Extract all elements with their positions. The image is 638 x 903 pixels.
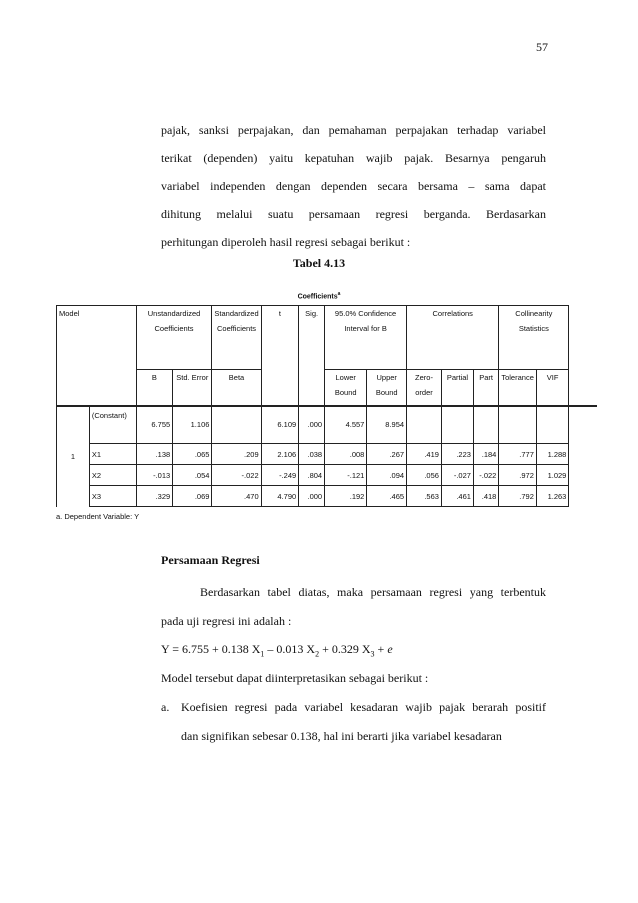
row-name: X2 [89, 465, 136, 486]
cell-t: -.249 [261, 465, 299, 486]
table-row [57, 486, 598, 507]
cell-tolerance [499, 406, 537, 444]
equation-subscript: 3 [370, 649, 375, 659]
cell-zero-order: .419 [407, 444, 442, 465]
header-unstandardized: Unstandardized Coefficients [136, 306, 212, 370]
cell-t: 2.106 [261, 444, 299, 465]
cell-beta [212, 406, 261, 444]
cell-partial: .461 [441, 486, 473, 507]
cell-sig: .038 [299, 444, 325, 465]
cell-upper-bound: .465 [367, 486, 407, 507]
subheader-zero-order: Zero-order [407, 370, 442, 406]
cell-tolerance: .972 [499, 465, 537, 486]
cell-std-error: 1.106 [173, 406, 212, 444]
cell-sig: .000 [299, 486, 325, 507]
list-item-text: Koefisien regresi pada variabel kesadaran wajib pajak berarah positif [181, 700, 546, 714]
table-row [57, 444, 598, 465]
cell-zero-order [407, 406, 442, 444]
cell-lower-bound: .192 [325, 486, 367, 507]
intro-line: variabel independen dengan dependen secara bersama – sama dapat [161, 179, 546, 193]
coefficients-title-sup: a [337, 291, 341, 297]
equation-part: + [374, 642, 388, 656]
cell-lower-bound: 4.557 [325, 406, 367, 444]
page-number: 57 [536, 40, 548, 54]
table-footnote: a. Dependent Variable: Y [56, 512, 140, 521]
cell-std-error: .054 [173, 465, 212, 486]
list-marker: a. [161, 700, 170, 714]
cell-upper-bound: 8.954 [367, 406, 407, 444]
subheader-b: B [136, 370, 173, 406]
intro-line: dihitung melalui suatu persamaan regresi berganda. Berdasarkan [161, 207, 546, 221]
table-row [57, 406, 598, 444]
equation-subscript: 1 [260, 649, 265, 659]
cell-vif: 1.263 [536, 486, 568, 507]
equation-part: Y = 6.755 + 0.138 X [161, 642, 261, 656]
regression-equation [161, 642, 393, 658]
cell-part: -.022 [473, 465, 498, 486]
cell-b: -.013 [136, 465, 173, 486]
cell-vif: 1.288 [536, 444, 568, 465]
subheader-beta: Beta [212, 370, 261, 406]
intro-line: terikat (dependen) yaitu kepatuhan wajib pajak. Besarnya pengaruh [161, 151, 546, 165]
table-header-row [57, 306, 598, 370]
cell-beta: .470 [212, 486, 261, 507]
intro-paragraph [161, 119, 546, 253]
cell-upper-bound: .267 [367, 444, 407, 465]
equation-part: – 0.013 X [264, 642, 316, 656]
cell-vif [536, 406, 568, 444]
cell-b: .329 [136, 486, 173, 507]
cell-beta: -.022 [212, 465, 261, 486]
cell-upper-bound: .094 [367, 465, 407, 486]
intro-line: perhitungan diperoleh hasil regresi sebagai berikut : [161, 235, 411, 249]
list-item-text: dan signifikan sebesar 0.138, hal ini berarti jika variabel kesadaran [181, 729, 502, 743]
header-t: t [261, 306, 299, 406]
body-line: Berdasarkan tabel diatas, maka persamaan regresi yang terbentuk [200, 585, 546, 599]
table-subheader-row [57, 370, 598, 406]
cell-partial: -.027 [441, 465, 473, 486]
cell-sig: .804 [299, 465, 325, 486]
cell-std-error: .069 [173, 486, 212, 507]
cell-t: 4.790 [261, 486, 299, 507]
subheader-lower-bound: Lower Bound [325, 370, 367, 406]
cell-partial: .223 [441, 444, 473, 465]
header-model: Model [57, 306, 137, 406]
equation-error-term: e [387, 642, 393, 656]
row-name: X3 [89, 486, 136, 507]
cell-sig: .000 [299, 406, 325, 444]
table-caption: Tabel 4.13 [292, 256, 346, 270]
cell-std-error: .065 [173, 444, 212, 465]
cell-lower-bound: .008 [325, 444, 367, 465]
header-sig: Sig. [299, 306, 325, 406]
cell-tolerance: .792 [499, 486, 537, 507]
subheader-upper-bound: Upper Bound [367, 370, 407, 406]
header-standardized: Standardized Coefficients [212, 306, 261, 370]
section-title: Persamaan Regresi [161, 553, 260, 567]
header-collinearity: Collinearity Statistics [499, 306, 569, 370]
cell-vif: 1.029 [536, 465, 568, 486]
coefficients-title [0, 291, 638, 300]
model-number: 1 [57, 406, 90, 507]
header-correlations: Correlations [407, 306, 499, 370]
equation-subscript: 2 [315, 649, 320, 659]
row-name: X1 [89, 444, 136, 465]
cell-beta: .209 [212, 444, 261, 465]
subheader-part: Part [473, 370, 498, 406]
cell-zero-order: .056 [407, 465, 442, 486]
cell-b: .138 [136, 444, 173, 465]
coefficients-table [56, 305, 597, 507]
subheader-vif: VIF [536, 370, 568, 406]
cell-part [473, 406, 498, 444]
intro-line: pajak, sanksi perpajakan, dan pemahaman perpajakan terhadap variabel [161, 123, 546, 137]
coefficients-title-text: Coefficients [297, 293, 338, 301]
body-line: pada uji regresi ini adalah : [161, 614, 292, 628]
subheader-tolerance: Tolerance [499, 370, 537, 406]
cell-tolerance: .777 [499, 444, 537, 465]
cell-b: 6.755 [136, 406, 173, 444]
cell-lower-bound: -.121 [325, 465, 367, 486]
equation-part: + 0.329 X [319, 642, 371, 656]
cell-part: .418 [473, 486, 498, 507]
header-confidence-interval: 95.0% Confidence Interval for B [325, 306, 407, 370]
table-row [57, 465, 598, 486]
subheader-std-error: Std. Error [173, 370, 212, 406]
cell-zero-order: .563 [407, 486, 442, 507]
cell-t: 6.109 [261, 406, 299, 444]
cell-part: .184 [473, 444, 498, 465]
subheader-partial: Partial [441, 370, 473, 406]
row-name: (Constant) [89, 406, 136, 444]
model-interpretation-line: Model tersebut dapat diinterpretasikan sebagai berikut : [161, 671, 429, 685]
cell-partial [441, 406, 473, 444]
